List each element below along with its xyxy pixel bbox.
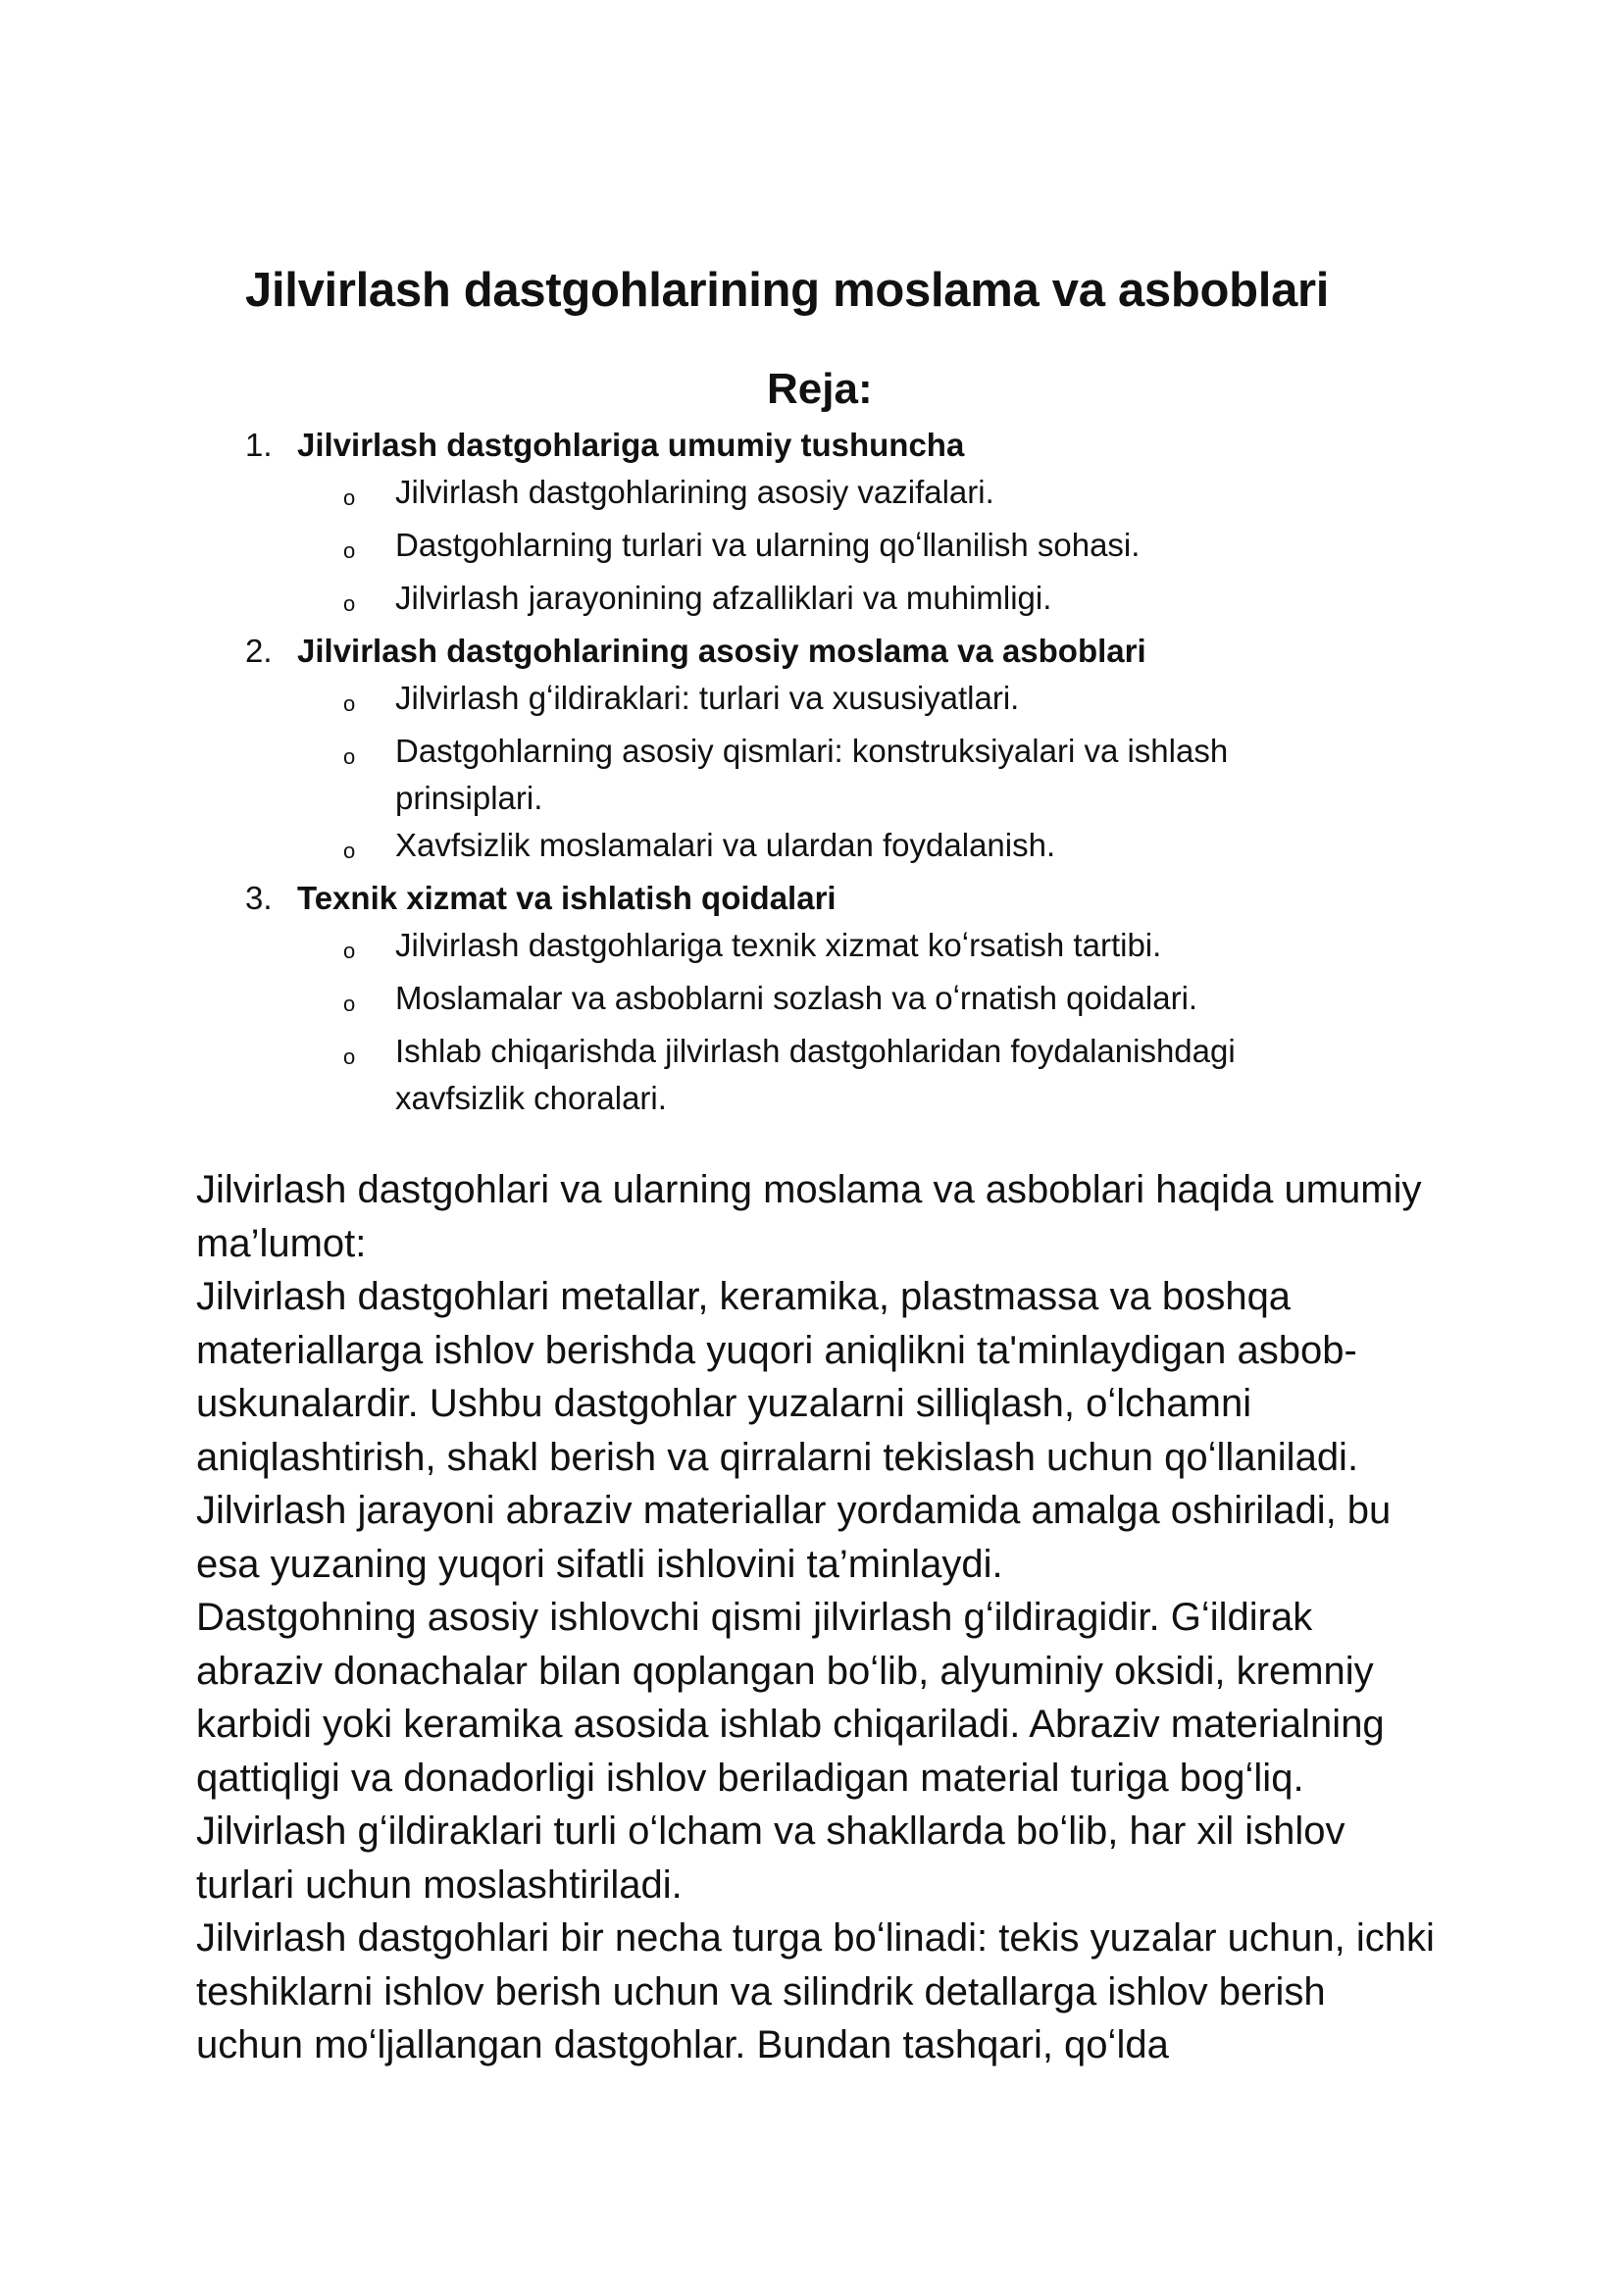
sub-item-text: Jilvirlash dastgohlariga texnik xizmat koʻrsatish tartibi. [395, 927, 1162, 963]
sub-item-text: Xavfsizlik moslamalari va ulardan foydalanish. [395, 827, 1056, 863]
document-title: Jilvirlash dastgohlarining moslama va asboblari [245, 264, 1330, 317]
plan-section-header [245, 422, 1373, 469]
plan-sub-item [245, 822, 1373, 875]
sub-item-text: Jilvirlash dastgohlarining asosiy vazifalari. [395, 474, 994, 510]
circle-bullet-icon: o [343, 992, 356, 1016]
body-paragraph: Dastgohning asosiy ishlovchi qismi jilvirlash gʻildiragidir. Gʻildirak abraziv donachalar bilan qoplangan boʻlib, alyuminiy oksidi, kremniy karbidi yoki keramika asosida ishlab chiqariladi. Abraziv materialning qattiqligi va donadorligi ishlov beriladigan material turiga bogʻliq. Jilvirlash gʻildiraklari turli oʻlcham va shakllarda boʻlib, har xil ishlov turlari uchun moslashtiriladi. [196, 1596, 1385, 1907]
body-paragraph: Jilvirlash dastgohlari va ularning moslama va asboblari haqida umumiy ma’lumot: [196, 1168, 1422, 1265]
plan-sub-item [245, 975, 1373, 1028]
document-body [196, 1163, 1442, 2072]
section-title: Jilvirlash dastgohlarining asosiy moslama va asboblari [297, 633, 1146, 669]
circle-bullet-icon: o [343, 591, 356, 616]
plan-sub-item [245, 575, 1373, 628]
plan-heading: Reja: [767, 365, 873, 413]
section-number: 1. [245, 427, 273, 463]
plan-section-header [245, 875, 1373, 922]
plan-sub-item [245, 1028, 1373, 1122]
circle-bullet-icon: o [343, 1045, 356, 1069]
sub-item-text: Jilvirlash jarayonining afzalliklari va muhimligi. [395, 580, 1052, 616]
plan-section [245, 628, 1373, 875]
section-title: Jilvirlash dastgohlariga umumiy tushuncha [297, 427, 965, 463]
sub-item-text: Moslamalar va asboblarni sozlash va oʻrnatish qoidalari. [395, 980, 1198, 1016]
sub-item-text: Dastgohlarning turlari va ularning qoʻllanilish sohasi. [395, 527, 1141, 563]
section-number: 3. [245, 880, 273, 916]
sub-item-text: Jilvirlash gʻildiraklari: turlari va xususiyatlari. [395, 680, 1020, 716]
plan-list [245, 422, 1373, 1122]
plan-section [245, 875, 1373, 1122]
circle-bullet-icon: o [343, 939, 356, 963]
section-title: Texnik xizmat va ishlatish qoidalari [297, 880, 837, 916]
circle-bullet-icon: o [343, 744, 356, 769]
circle-bullet-icon: o [343, 839, 356, 863]
plan-sub-item [245, 675, 1373, 728]
plan-sub-item [245, 522, 1373, 575]
sub-item-text: Ishlab chiqarishda jilvirlash dastgohlaridan foydalanishdagi xavfsizlik choralari. [395, 1033, 1236, 1116]
plan-sub-item [245, 469, 1373, 522]
sub-item-text: Dastgohlarning asosiy qismlari: konstruksiyalari va ishlash prinsiplari. [395, 733, 1229, 816]
plan-section [245, 422, 1373, 628]
section-number: 2. [245, 633, 273, 669]
plan-section-header [245, 628, 1373, 675]
circle-bullet-icon: o [343, 485, 356, 510]
circle-bullet-icon: o [343, 691, 356, 716]
body-paragraph: Jilvirlash dastgohlari bir necha turga boʻlinadi: tekis yuzalar uchun, ichki teshiklarni ishlov berish uchun va silindrik detallarga ishlov berish uchun moʻljallangan dastgohlar. Bundan tashqari, qoʻlda [196, 1916, 1435, 2066]
body-paragraph: Jilvirlash dastgohlari metallar, keramika, plastmassa va boshqa materiallarga ishlov berishda yuqori aniqlikni ta'minlaydigan asbob-uskunalardir. Ushbu dastgohlar yuzalarni silliqlash, oʻlchamni aniqlashtirish, shakl berish va qirralarni tekislash uchun qoʻllaniladi. Jilvirlash jarayoni abraziv materiallar yordamida amalga oshiriladi, bu esa yuzaning yuqori sifatli ishlovini ta’minlaydi. [196, 1275, 1392, 1586]
plan-sub-item [245, 922, 1373, 975]
plan-sub-item [245, 728, 1373, 822]
circle-bullet-icon: o [343, 538, 356, 563]
